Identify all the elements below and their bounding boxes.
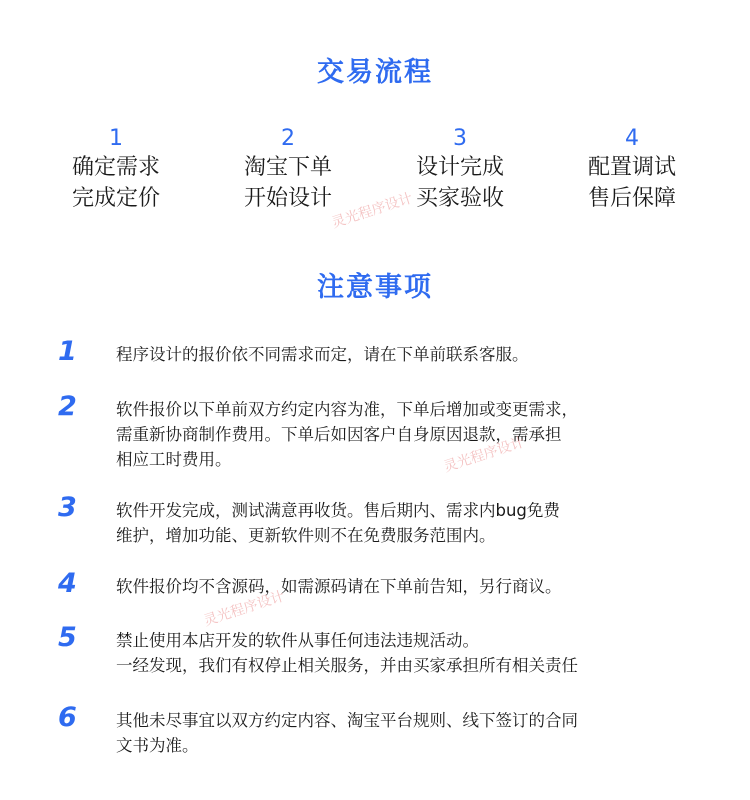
note-line: 相应工时费用。 (116, 450, 232, 469)
note-number: 6 (58, 702, 77, 733)
note-number: 2 (58, 391, 77, 422)
note-line: 文书为准。 (116, 736, 199, 755)
step-number: 2 (281, 126, 295, 151)
note-line: 禁止使用本店开发的软件从事任何违法违规活动。 (116, 631, 479, 650)
note-line: 维护，增加功能、更新软件则不在免费服务范围内。 (116, 526, 496, 545)
note-text (116, 498, 696, 548)
trade-flow-title: 交易流程 (317, 57, 433, 88)
note-number: 3 (58, 492, 77, 523)
note-line: 其他未尽事宜以双方约定内容、淘宝平台规则、线下签订的合同 (116, 711, 578, 730)
watermark-text: 灵光程序设计 (441, 434, 527, 476)
note-number: 5 (58, 622, 77, 653)
step-number: 1 (109, 126, 123, 151)
flow-step-1 (36, 126, 196, 214)
step-line-1: 配置调试 (587, 155, 676, 180)
step-line-2: 开始设计 (243, 186, 332, 211)
step-line-1: 淘宝下单 (243, 155, 332, 180)
watermark-text: 灵光程序设计 (201, 588, 287, 630)
note-line: 软件开发完成，测试满意再收货。售后期内、需求内bug免费 (116, 501, 560, 520)
note-line: 需重新协商制作费用。下单后如因客户自身原因退款，需承担 (116, 425, 562, 444)
step-line-2: 售后保障 (587, 186, 676, 211)
note-line: 软件报价以下单前双方约定内容为准，下单后增加或变更需求， (116, 400, 578, 419)
note-text (116, 397, 696, 472)
note-text (116, 342, 696, 367)
note-line: 软件报价均不含源码，如需源码请在下单前告知，另行商议。 (116, 577, 562, 596)
step-number: 3 (453, 126, 467, 151)
flow-step-4 (552, 126, 712, 214)
watermark-text: 灵光程序设计 (329, 190, 415, 232)
step-number: 4 (625, 126, 639, 151)
notes-title: 注意事项 (317, 272, 433, 303)
step-line-2: 完成定价 (71, 186, 160, 211)
step-line-2: 买家验收 (415, 186, 504, 211)
note-line: 程序设计的报价依不同需求而定，请在下单前联系客服。 (116, 345, 529, 364)
flow-step-2 (208, 126, 368, 214)
note-text (116, 574, 696, 599)
note-text (116, 708, 696, 758)
step-line-1: 设计完成 (415, 155, 504, 180)
note-number: 4 (58, 568, 77, 599)
note-number: 1 (58, 336, 77, 367)
note-line: 一经发现，我们有权停止相关服务，并由买家承担所有相关责任 (116, 656, 578, 675)
step-line-1: 确定需求 (71, 155, 160, 180)
note-text (116, 628, 696, 678)
